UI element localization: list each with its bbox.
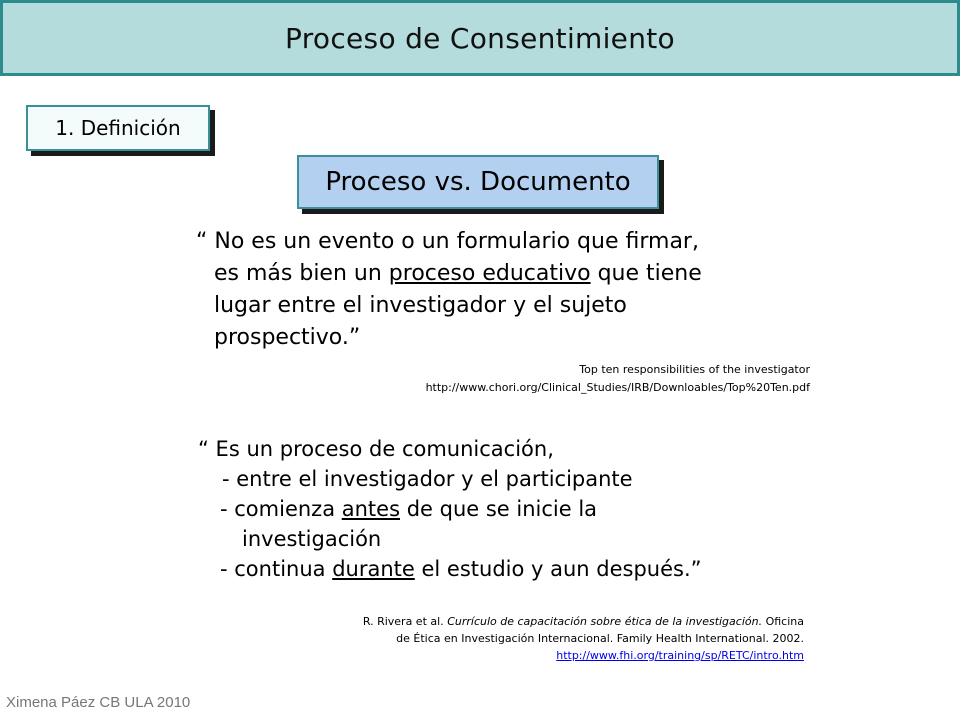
quote1-line2 — [196, 258, 816, 290]
quote1-line1: “ No es un evento o un formulario que firmar, — [196, 229, 699, 254]
subheading: Proceso vs. Documento — [325, 167, 631, 197]
footer-credit: Ximena Páez CB ULA 2010 — [6, 694, 191, 711]
quote2-line2: - entre el investigador y el participante — [222, 467, 633, 491]
quote2-line5-post: el estudio y aun después.” — [414, 557, 702, 581]
quote2-line5-pre: - continua — [220, 557, 333, 581]
reference1-url: http://www.chori.org/Clinical_Studies/IRB/Downloables/Top%20Ten.pdf — [425, 381, 810, 394]
quote-communication — [198, 434, 818, 584]
section-label: 1. Definición — [55, 116, 181, 140]
quote1-line4: prospectivo.” — [214, 325, 361, 350]
quote2-line5 — [198, 554, 818, 584]
reference2-link[interactable]: http://www.fhi.org/training/sp/RETC/intro.htm — [556, 649, 804, 662]
quote1-line3: lugar entre el investigador y el sujeto — [214, 293, 627, 318]
quote2-line1: “ Es un proceso de comunicación, — [198, 437, 554, 461]
subheading-box — [297, 155, 659, 209]
quote2-line3-pre: - comienza — [220, 497, 342, 521]
reference-1 — [426, 361, 810, 397]
reference2-line1 — [363, 613, 804, 630]
section-label-box — [26, 105, 210, 151]
quote2-line3-post: de que se inicie la — [400, 497, 598, 521]
reference-2 — [363, 613, 804, 664]
reference2-author: R. Rivera et al. — [362, 615, 448, 628]
quote2-emphasis-durante: durante — [332, 557, 415, 581]
title-bar — [0, 0, 960, 76]
quote-definition — [196, 226, 816, 354]
reference2-line2: de Ética en Investigación Internacional. Family Health International. 2002. — [396, 632, 804, 645]
page-title: Proceso de Consentimiento — [285, 21, 675, 55]
quote2-line3 — [198, 494, 818, 524]
reference2-work-title: Currículo de capacitación sobre ética de la investigación. — [447, 615, 763, 628]
quote2-emphasis-antes: antes — [341, 497, 401, 521]
reference1-title: Top ten responsibilities of the investigator — [579, 363, 810, 376]
quote1-line2-pre: es más bien un — [214, 261, 389, 286]
quote2-line4: investigación — [242, 527, 382, 551]
quote1-emphasis: proceso educativo — [388, 261, 591, 286]
reference2-rest: Oficina — [762, 615, 804, 628]
quote1-line2-post: que tiene — [590, 261, 702, 286]
